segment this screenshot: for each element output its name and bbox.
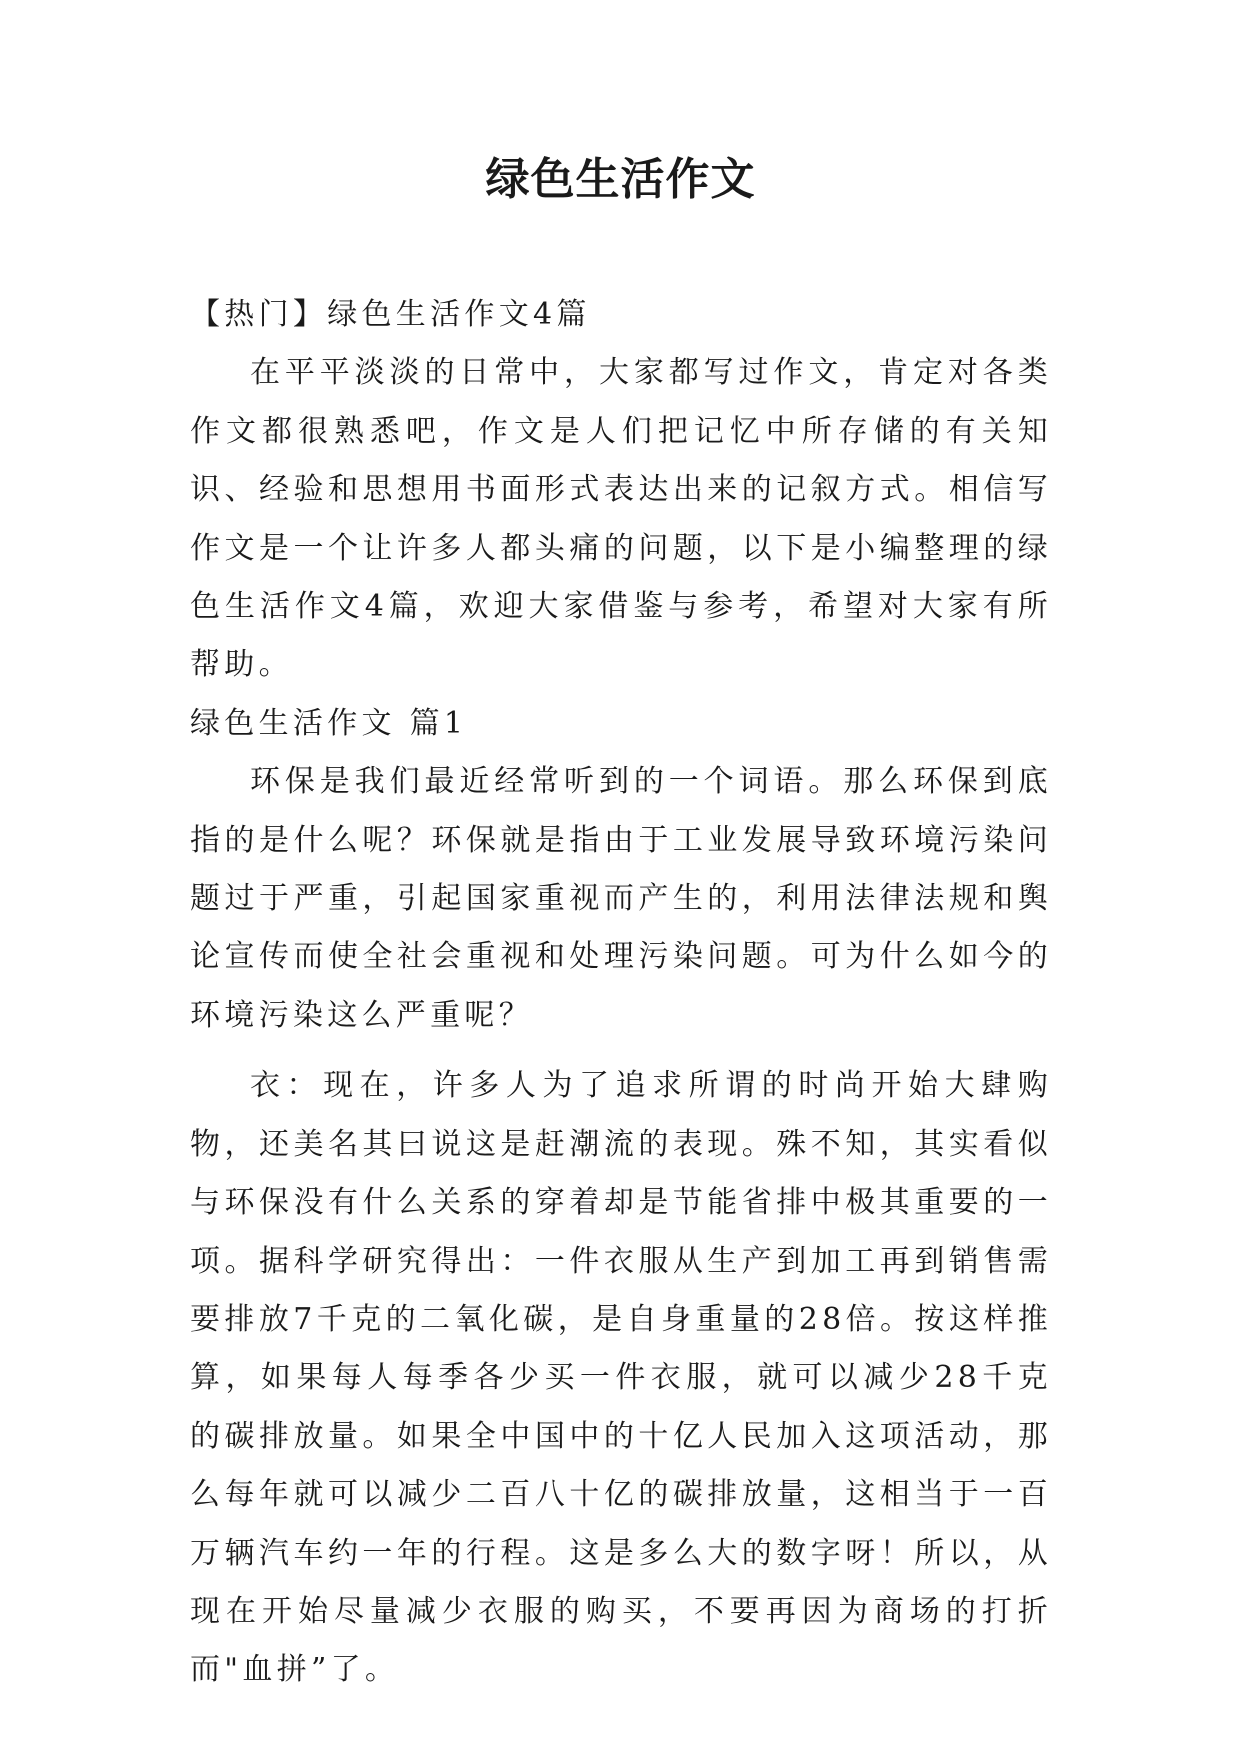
- intro-paragraph: 在平平淡淡的日常中，大家都写过作文，肯定对各类作文都很熟悉吧，作文是人们把记忆中所存储的有关知识、经验和思想用书面形式表达出来的记叙方式。相信写作文是一个让许多人都头痛的问题，以下是小编整理的绿色生活作文4篇，欢迎大家借鉴与参考，希望对大家有所帮助。: [190, 355, 1052, 683]
- document-subtitle: 【热门】绿色生活作文4篇: [190, 297, 591, 332]
- document-title: 绿色生活作文: [485, 154, 756, 205]
- body-paragraph: 环保是我们最近经常听到的一个词语。那么环保到底指的是什么呢？环保就是指由于工业发展导致环境污染问题过于严重，引起国家重视而产生的，利用法律法规和舆论宣传而使全社会重视和处理污染问题。可为什么如今的环境污染这么严重呢？: [190, 764, 1052, 1033]
- section-heading: 绿色生活作文 篇1: [190, 705, 468, 741]
- document-body: [190, 286, 1052, 1700]
- body-paragraph: 衣：现在，许多人为了追求所谓的时尚开始大肆购物，还美名其曰说这是赶潮流的表现。殊不知，其实看似与环保没有什么关系的穿着却是节能省排中极其重要的一项。据科学研究得出：一件衣服从生产到加工再到销售需要排放7千克的二氧化碳，是自身重量的28倍。按这样推算，如果每人每季各少买一件衣服，就可以减少28千克的碳排放量。如果全中国中的十亿人民加入这项活动，那么每年就可以减少二百八十亿的碳排放量，这相当于一百万辆汽车约一年的行程。这是多么大的数字呀！所以，从现在开始尽量减少衣服的购买，不要再因为商场的打折而"血拼”了。: [190, 1068, 1052, 1688]
